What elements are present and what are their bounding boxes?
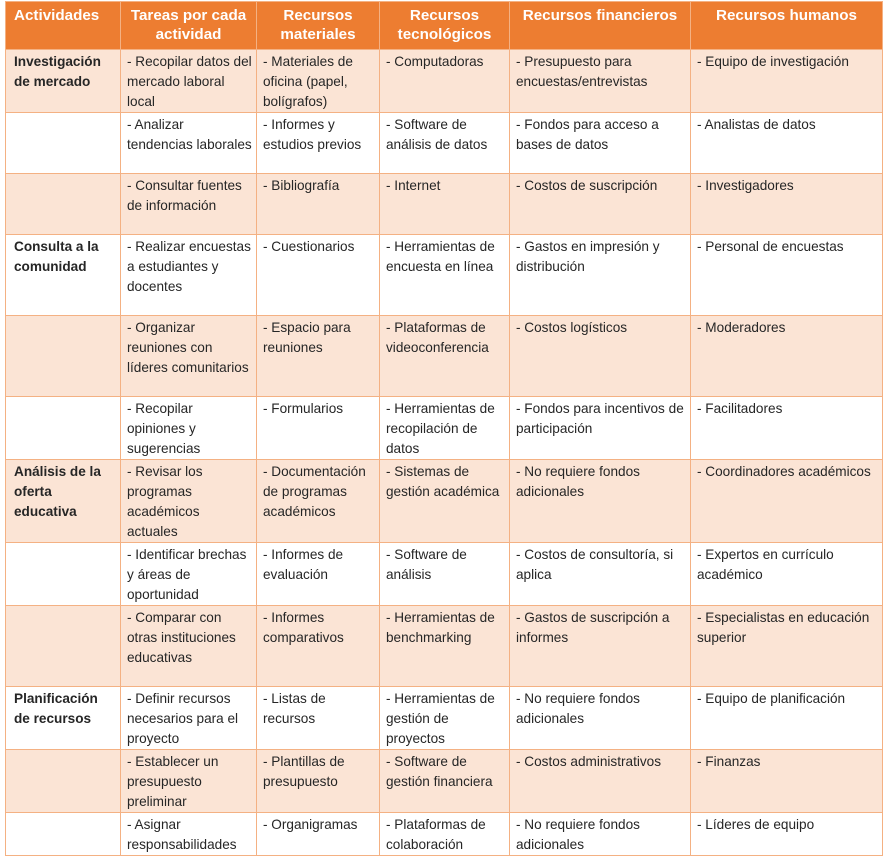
header-financieros: Recursos financieros [510,2,691,50]
tech-cell: - Herramientas de recopilación de datos [380,397,510,460]
human-cell: - Equipo de planificación [691,687,883,750]
financial-cell: - Costos de suscripción [510,174,691,235]
material-cell: - Plantillas de presupuesto [257,750,380,813]
task-cell: - Analizar tendencias laborales [121,113,257,174]
table-row [6,687,883,750]
activity-cell [6,813,121,856]
tech-cell: - Plataformas de videoconferencia [380,316,510,397]
task-cell: - Asignar responsabilidades [121,813,257,856]
activity-cell [6,113,121,174]
activity-cell: Planificación de recursos [6,687,121,750]
task-cell: - Realizar encuestas a estudiantes y docentes [121,235,257,316]
table-row [6,750,883,813]
task-cell: - Consultar fuentes de información [121,174,257,235]
financial-cell: - Costos de consultoría, si aplica [510,543,691,606]
human-cell: - Expertos en currículo académico [691,543,883,606]
header-tecnologicos: Recursos tecnológicos [380,2,510,50]
financial-cell: - Gastos de suscripción a informes [510,606,691,687]
material-cell: - Materiales de oficina (papel, bolígrafos) [257,50,380,113]
material-cell: - Cuestionarios [257,235,380,316]
material-cell: - Informes y estudios previos [257,113,380,174]
tech-cell: - Sistemas de gestión académica [380,460,510,543]
material-cell: - Listas de recursos [257,687,380,750]
activity-cell [6,543,121,606]
activity-cell: Consulta a la comunidad [6,235,121,316]
tech-cell: - Plataformas de colaboración [380,813,510,856]
header-tareas: Tareas por cada actividad [121,2,257,50]
human-cell: - Facilitadores [691,397,883,460]
tech-cell: - Internet [380,174,510,235]
activity-cell [6,316,121,397]
human-cell: - Personal de encuestas [691,235,883,316]
table-row [6,813,883,856]
task-cell: - Recopilar opiniones y sugerencias [121,397,257,460]
financial-cell: - Fondos para acceso a bases de datos [510,113,691,174]
human-cell: - Equipo de investigación [691,50,883,113]
human-cell: - Finanzas [691,750,883,813]
material-cell: - Espacio para reuniones [257,316,380,397]
human-cell: - Investigadores [691,174,883,235]
activity-cell: Investigación de mercado [6,50,121,113]
table-row [6,397,883,460]
table-row [6,606,883,687]
table-row [6,460,883,543]
resources-table [5,1,883,856]
task-cell: - Revisar los programas académicos actuales [121,460,257,543]
activity-cell [6,750,121,813]
financial-cell: - No requiere fondos adicionales [510,687,691,750]
activity-cell [6,174,121,235]
table-row [6,543,883,606]
task-cell: - Recopilar datos del mercado laboral local [121,50,257,113]
header-actividades: Actividades [6,2,121,50]
tech-cell: - Software de análisis de datos [380,113,510,174]
task-cell: - Organizar reuniones con líderes comunitarios [121,316,257,397]
tech-cell: - Software de análisis [380,543,510,606]
material-cell: - Informes de evaluación [257,543,380,606]
tech-cell: - Herramientas de benchmarking [380,606,510,687]
human-cell: - Especialistas en educación superior [691,606,883,687]
financial-cell: - No requiere fondos adicionales [510,460,691,543]
header-humanos: Recursos humanos [691,2,883,50]
material-cell: - Documentación de programas académicos [257,460,380,543]
human-cell: - Líderes de equipo [691,813,883,856]
material-cell: - Formularios [257,397,380,460]
human-cell: - Coordinadores académicos [691,460,883,543]
tech-cell: - Software de gestión financiera [380,750,510,813]
table-row [6,113,883,174]
financial-cell: - Presupuesto para encuestas/entrevistas [510,50,691,113]
table-row [6,235,883,316]
material-cell: - Informes comparativos [257,606,380,687]
task-cell: - Definir recursos necesarios para el proyecto [121,687,257,750]
task-cell: - Establecer un presupuesto preliminar [121,750,257,813]
tech-cell: - Computadoras [380,50,510,113]
human-cell: - Analistas de datos [691,113,883,174]
tech-cell: - Herramientas de encuesta en línea [380,235,510,316]
financial-cell: - Fondos para incentivos de participación [510,397,691,460]
financial-cell: - Costos administrativos [510,750,691,813]
task-cell: - Identificar brechas y áreas de oportunidad [121,543,257,606]
table-row [6,50,883,113]
activity-cell: Análisis de la oferta educativa [6,460,121,543]
material-cell: - Bibliografía [257,174,380,235]
tech-cell: - Herramientas de gestión de proyectos [380,687,510,750]
financial-cell: - No requiere fondos adicionales [510,813,691,856]
task-cell: - Comparar con otras instituciones educativas [121,606,257,687]
activity-cell [6,397,121,460]
table-row [6,316,883,397]
human-cell: - Moderadores [691,316,883,397]
material-cell: - Organigramas [257,813,380,856]
financial-cell: - Gastos en impresión y distribución [510,235,691,316]
header-materiales: Recursos materiales [257,2,380,50]
header-row [6,2,883,50]
activity-cell [6,606,121,687]
financial-cell: - Costos logísticos [510,316,691,397]
table-row [6,174,883,235]
